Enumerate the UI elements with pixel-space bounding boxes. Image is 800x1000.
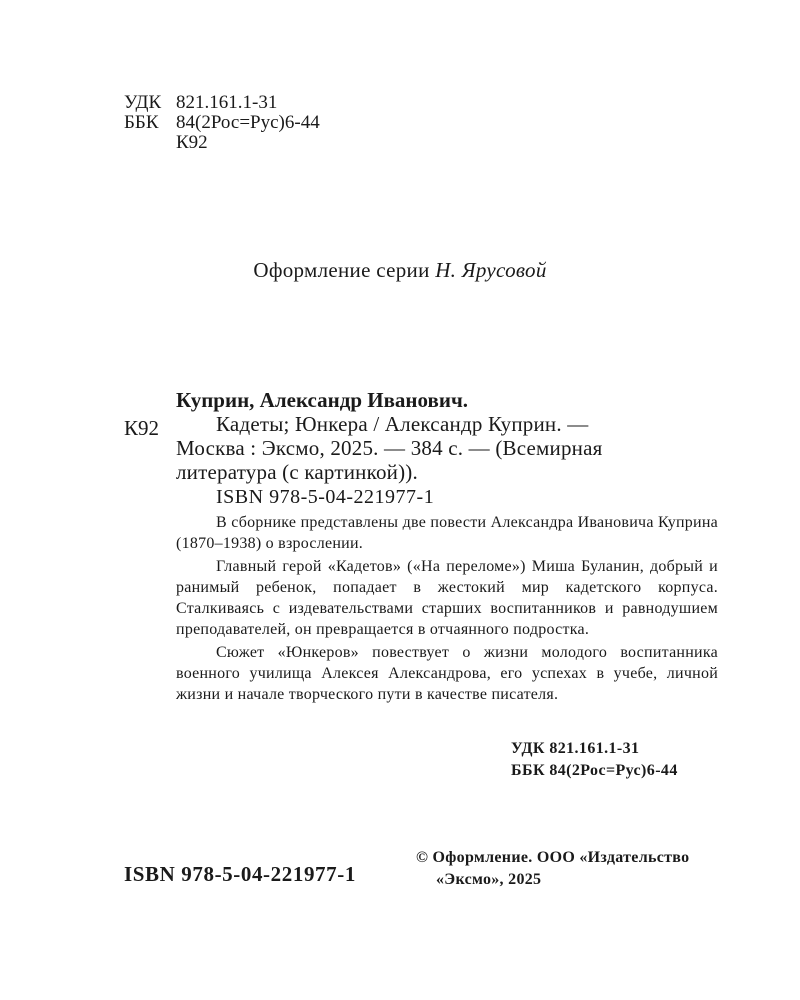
card-isbn: ISBN 978-5-04-221977-1	[216, 486, 435, 508]
bbk-value: 84(2Рос=Рус)6-44	[176, 112, 320, 133]
bottom-udk: УДК 821.161.1-31	[511, 740, 640, 757]
bottom-bbk: ББК 84(2Рос=Рус)6-44	[511, 762, 678, 779]
author-code: К92	[176, 132, 208, 153]
bottom-classification	[511, 738, 678, 782]
card-description-line: Кадеты; Юнкера / Александр Куприн. —	[216, 412, 589, 436]
card-description-line: Москва : Эксмо, 2025. — 384 с. — (Всемирная	[176, 436, 603, 460]
copyright-notice	[416, 847, 689, 891]
udk-value: 821.161.1-31	[176, 92, 278, 113]
annotation-paragraph: Сюжет «Юнкеров» повествует о жизни молодого воспитанника военного училища Алексея Александрова, его успехах в учебе, личной жизни и начале творческого пути в качестве писателя.	[176, 644, 718, 703]
udk-label: УДК	[124, 92, 162, 113]
copyright-line-2: «Эксмо», 2025	[436, 871, 542, 888]
bbk-row	[124, 113, 320, 133]
card-description	[176, 412, 718, 484]
bbk-label: ББК	[124, 112, 159, 133]
copyright-line-1: © Оформление. ООО «Издательство	[416, 849, 690, 866]
series-designer-name: Н. Ярусовой	[435, 258, 547, 282]
footer-isbn: ISBN 978-5-04-221977-1	[124, 862, 356, 886]
card-author-code: К92	[124, 416, 160, 440]
udk-row	[124, 93, 320, 113]
card-author: Куприн, Александр Иванович.	[176, 388, 469, 412]
author-code-row	[124, 133, 320, 153]
classification-block	[124, 93, 320, 153]
annotation	[176, 512, 718, 707]
series-design-text: Оформление серии	[253, 258, 436, 282]
annotation-paragraph: Главный герой «Кадетов» («На переломе») Миша Буланин, добрый и ранимый ребенок, попадает в жестокий мир кадетского корпуса. Сталкиваясь с издевательствами старших воспитанников и равнодушием преподавателей, он превращается в отчаянного подростка.	[176, 558, 718, 638]
card-description-line: литература (с картинкой)).	[176, 460, 418, 484]
annotation-paragraph: В сборнике представлены две повести Александра Ивановича Куприна (1870–1938) о взрослении.	[176, 514, 718, 552]
series-design-credit	[0, 258, 800, 283]
